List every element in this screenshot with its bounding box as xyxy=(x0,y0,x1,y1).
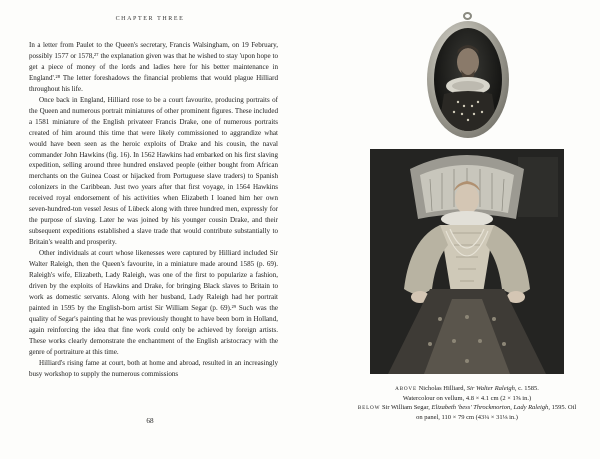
caption-below-date: , 1595. xyxy=(548,404,567,411)
paragraph-4: Hilliard's rising fame at court, both at home and abroad, resulted in an increasingly busy workshop to supply the numerous commissions xyxy=(29,358,278,378)
paragraph-1: In a letter from Paulet to the Queen's secretary, Francis Walsingham, on 19 February, possibly 1577 or 1578,²⁷ the explanation given was that he wished to stay 'upon hope to get a piece of money of the lords and ladies here for his better maintenance in England'.²⁸ The letter foreshadows the financial problems that would plague Hilliard throughout his life. xyxy=(29,41,278,93)
caption-above-title: Sir Walter Raleigh xyxy=(466,385,515,392)
raleigh-miniature xyxy=(424,12,514,148)
running-head: CHAPTER THREE xyxy=(115,16,185,22)
caption-below xyxy=(354,403,580,423)
caption-below-title: Elizabeth 'bess' Throckmorton, Lady Raleigh xyxy=(431,404,549,411)
page-number: 68 xyxy=(146,417,154,425)
caption-below-artist: Sir William Segar, xyxy=(381,404,430,411)
paragraph-2: Once back in England, Hilliard rose to be a court favourite, producing portraits of the Queen and numerous portrait miniatures of other prominent figures. These included a 1581 miniature of the English privateer Francis Drake, one of numerous portraits created of him around this time that were likely commissioned to aggrandize what would have been seen as the heroic exploits of Drake and his cousin, the naval commander John Hawkins (fig. 16). In 1562 Hawkins had embarked on his first slaving expedition, selling around three hundred enslaved people (either bought from African merchants on the Guinea Coast or hijacked from Portuguese slave traders) to Spanish colonizers in the Caribbean. Just two years after that first voyage, in 1564 Hawkins received royal endorsement of his activities when Elizabeth I loaned him her own seven-hundred-ton vessel Jesus of Lübeck along with three hundred men, expressly for the purpose of slaving. Later he was joined by his younger cousin Drake, and their subsequent expeditions established a slave trade that would contribute substantially to Britain's wealth and prosperity. xyxy=(29,95,278,247)
caption-below-tag: BELOW xyxy=(357,405,381,411)
locket-loop xyxy=(463,12,472,20)
lady-raleigh-portrait-image xyxy=(370,149,564,374)
caption-above-artist: Nicholas Hilliard, xyxy=(418,385,466,392)
lady-raleigh-portrait xyxy=(370,149,564,374)
caption-above-date: , c. 1585. xyxy=(514,385,539,392)
paragraph-3: Other individuals at court whose likenesses were captured by Hilliard included Sir Walter Raleigh, then the Queen's favourite, in a miniature made around 1585 (p. 69). Raleigh's wife, Elizabeth, Lady Raleigh, was one of the first to popularize a fashion, driven by the exploits of Hawkins and Drake, for bringing Black slaves to Britain to work as domestic servants. Along with her husband, Lady Raleigh had her portrait painted in 1595 by the English-born artist Sir William Segar (p. 69).²⁹ Such was the quality of Segar's painting that he was previously thought to have been born in Holland, again reinforcing the idea that fine work could only be achieved by foreign artists. These works clearly demonstrate the enchantment of the English aristocracy with the genre of portraiture at this time. xyxy=(29,249,278,356)
locket-frame xyxy=(427,21,509,138)
miniature-portrait xyxy=(434,28,502,131)
caption-above xyxy=(354,384,580,404)
caption-above-detail: Watercolour on vellum, 4.8 × 4.1 cm (2 × 1⅝ in.) xyxy=(402,395,532,402)
body-text xyxy=(29,40,278,380)
raleigh-portrait-image xyxy=(434,28,502,131)
caption-above-tag: ABOVE xyxy=(395,386,417,392)
caption-below-detail: Oil on panel, 110 × 79 cm (43¼ × 31⅛ in.) xyxy=(416,404,577,421)
